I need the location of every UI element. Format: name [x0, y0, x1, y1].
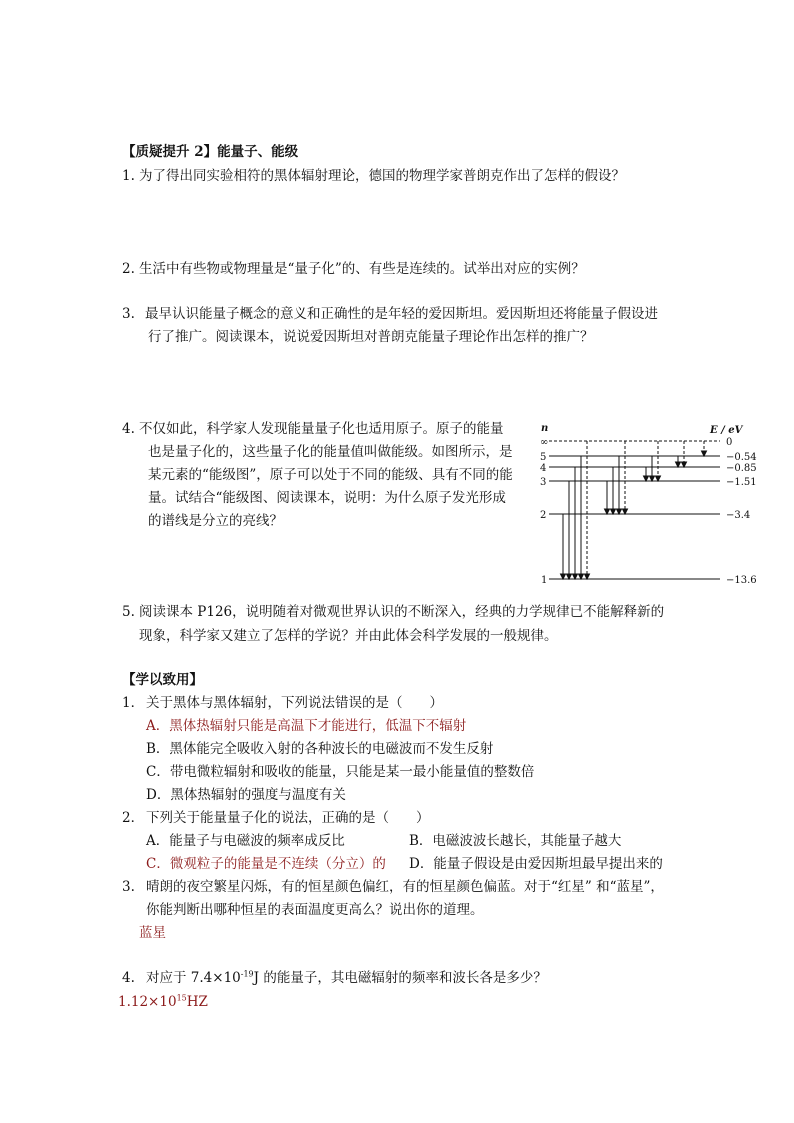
- q5-line2: 现象，科学家又建立了怎样的学说？并由此体会科学发展的一般规律。: [139, 628, 558, 644]
- p4-number: 4.: [122, 970, 135, 986]
- p4-answer-post: HZ: [186, 994, 208, 1010]
- p2-number: 2．: [122, 810, 145, 826]
- level-n-5: 5: [540, 452, 547, 463]
- level-n-3: 3: [540, 477, 547, 488]
- transitions-to-1: [561, 441, 590, 579]
- p2-option-c: C．微观粒子的能量是不连续（分立）的: [146, 856, 386, 872]
- q1-text: 为了得出同实验相符的黑体辐射理论，德国的物理学家普朗克作出了怎样的假设？: [139, 168, 625, 184]
- level-e-inf: 0: [726, 437, 733, 448]
- level-n-4: 4: [540, 463, 547, 474]
- q4-line5: 的谱线是分立的亮线？: [148, 513, 283, 529]
- p4-answer: [118, 993, 208, 1011]
- p1-option-c: C．带电微粒辐射和吸收的能量，只能是某一最小能量值的整数倍: [146, 764, 535, 780]
- q4-line2: 也是量子化的，这些量子化的能量值叫做能级。如图所示，是: [148, 444, 513, 460]
- p3-answer: 蓝星: [139, 925, 166, 941]
- section-title-apply: 【学以致用】: [122, 672, 203, 688]
- p4-post: J 的能量子，其电磁辐射的频率和波长各是多少？: [253, 970, 547, 986]
- p2-option-a: A．能量子与电磁波的频率成反比: [146, 833, 345, 849]
- q1-number: 1.: [122, 168, 135, 184]
- p4-answer-exponent: 15: [176, 993, 187, 1003]
- q4-line1: 不仅如此，科学家人发现能量量子化也适用原子。原子的能量: [139, 421, 504, 437]
- diagram-n-label: n: [541, 423, 549, 434]
- q3-line2: 行了推广。阅读课本，说说爱因斯坦对普朗克能量子理论作出怎样的推广？: [148, 329, 594, 345]
- p2-option-b: B．电磁波波长越长，其能量子越大: [409, 833, 622, 849]
- p3-line1: 晴朗的夜空繁星闪烁，有的恒星颜色偏红，有的恒星颜色偏蓝。对于“红星” 和“蓝星”，: [146, 879, 664, 895]
- transitions-to-2: [605, 441, 628, 514]
- p4-answer-pre: 1.12×10: [118, 994, 177, 1010]
- level-n-2: 2: [540, 510, 547, 521]
- transitions-to-5: [702, 441, 707, 456]
- level-e-2: −3.4: [726, 510, 751, 521]
- q3-number: 3.: [122, 306, 135, 322]
- p1-number: 1．: [122, 695, 145, 711]
- level-n-inf: ∞: [540, 437, 549, 448]
- diagram-e-label: E / eV: [710, 425, 743, 436]
- q3-line1: 最早认识能量子概念的意义和正确性的是年轻的爱因斯坦。爱因斯坦还将能量子假设进: [145, 306, 658, 322]
- q5-line1: 阅读课本 P126，说明随着对微观世界认识的不断深入，经典的力学规律已不能解释新的: [139, 604, 665, 620]
- q4-number: 4.: [122, 421, 135, 437]
- q4-line4: 量。试结合“能级图、阅读课本，说明：为什么原子发光形成: [148, 490, 506, 506]
- level-e-4: −0.85: [726, 463, 757, 474]
- energy-level-diagram: [532, 418, 762, 588]
- p4-exponent: -19: [240, 969, 254, 979]
- q2-text: 生活中有些物或物理量是“量子化”的、有些是连续的。试举出对应的实例？: [139, 261, 585, 277]
- p1-stem: 关于黑体与黑体辐射，下列说法错误的是（ ）: [146, 695, 443, 711]
- section-title-quality: 【质疑提升 2】能量子、能级: [122, 144, 299, 160]
- p3-number: 3.: [122, 879, 135, 895]
- p1-option-a: A．黑体热辐射只能是高温下才能进行，低温下不辐射: [146, 718, 467, 734]
- transitions-to-4: [676, 441, 687, 467]
- p1-option-b: B．黑体能完全吸收入射的各种波长的电磁波而不发生反射: [146, 741, 494, 757]
- level-n-1: 1: [541, 575, 548, 586]
- level-e-1: −13.6: [726, 575, 757, 586]
- p4-pre: 对应于 7.4×10: [146, 970, 241, 986]
- q2-number: 2.: [122, 261, 135, 277]
- p3-line2: 你能判断出哪种恒星的表面温度更高么？说出你的道理。: [146, 902, 484, 918]
- p4-question: [146, 969, 547, 987]
- p2-option-d: D．能量子假设是由爱因斯坦最早提出来的: [409, 856, 663, 872]
- p2-stem: 下列关于能量量子化的说法，正确的是（ ）: [146, 810, 430, 826]
- p1-option-d: D．黑体热辐射的强度与温度有关: [146, 787, 346, 803]
- transitions-to-3: [644, 441, 661, 481]
- level-e-5: −0.54: [726, 452, 757, 463]
- level-e-3: −1.51: [726, 477, 757, 488]
- q5-number: 5.: [122, 604, 135, 620]
- q4-line3: 某元素的“能级图”，原子可以处于不同的能级、具有不同的能: [148, 467, 513, 483]
